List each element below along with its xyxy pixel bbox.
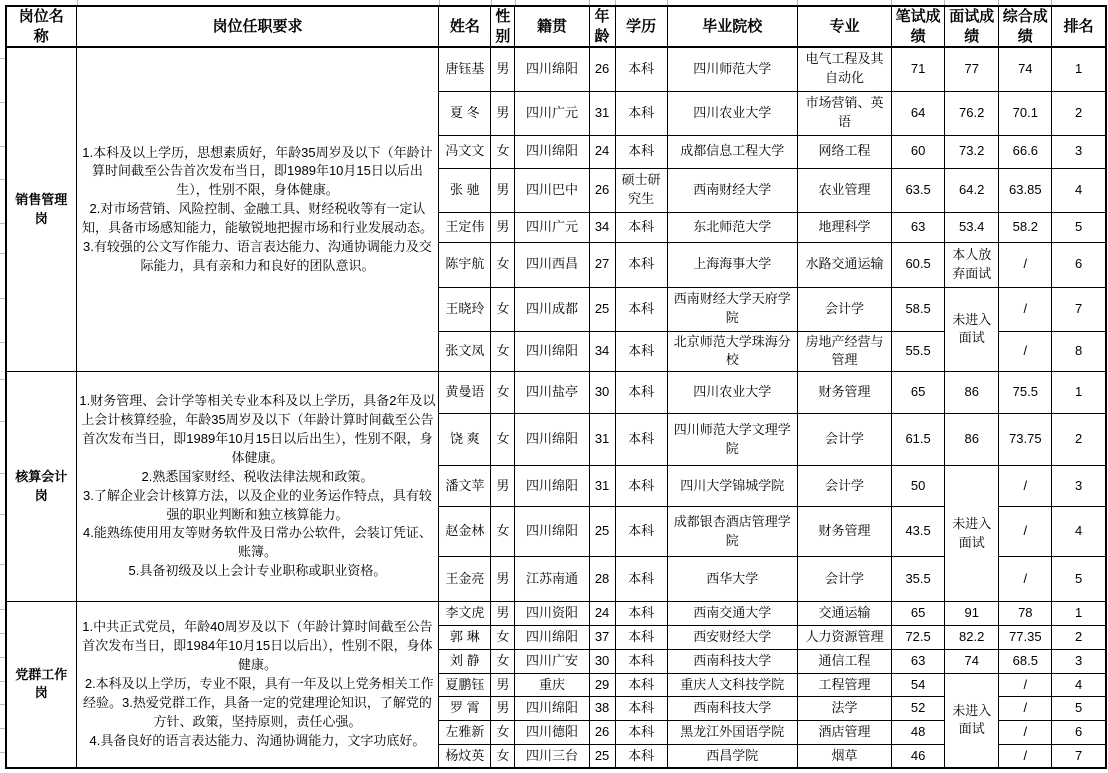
cell-education: 本科 bbox=[615, 650, 667, 674]
cell-gender: 男 bbox=[491, 212, 515, 242]
cell-education: 本科 bbox=[615, 372, 667, 414]
cell-origin: 四川巴中 bbox=[515, 168, 589, 212]
cell-origin: 重庆 bbox=[515, 674, 589, 697]
header-school: 毕业院校 bbox=[667, 6, 797, 47]
cell-education: 本科 bbox=[615, 242, 667, 287]
cell-age: 26 bbox=[589, 721, 615, 745]
gridline-tick bbox=[0, 704, 5, 705]
cell-rank: 2 bbox=[1052, 626, 1106, 650]
gridline-tick bbox=[0, 179, 5, 180]
cell-interview-score: 76.2 bbox=[945, 91, 999, 135]
cell-total-score: / bbox=[999, 721, 1052, 745]
gridline-tick bbox=[0, 728, 5, 729]
cell-school: 东北师范大学 bbox=[667, 212, 797, 242]
cell-education: 本科 bbox=[615, 626, 667, 650]
cell-gender: 女 bbox=[491, 287, 515, 331]
cell-name: 黄曼语 bbox=[439, 372, 491, 414]
cell-name: 杨炆英 bbox=[439, 745, 491, 768]
cell-total-score: / bbox=[999, 557, 1052, 602]
cell-total-score: 73.75 bbox=[999, 414, 1052, 466]
cell-name: 陈宇航 bbox=[439, 242, 491, 287]
requirements-paragraph: 1.中共正式党员，年龄40周岁及以下（年龄计算时间截至公告首次发布当日，即1984年10月15日以后出），性别不限，身体健康。 bbox=[82, 619, 433, 673]
cell-education: 本科 bbox=[615, 674, 667, 697]
cell-interview-score: 74 bbox=[945, 650, 999, 674]
cell-education: 本科 bbox=[615, 212, 667, 242]
cell-origin: 四川西昌 bbox=[515, 242, 589, 287]
cell-school: 黑龙江外国语学院 bbox=[667, 721, 797, 745]
cell-education: 本科 bbox=[615, 466, 667, 507]
cell-origin: 四川绵阳 bbox=[515, 626, 589, 650]
cell-origin: 四川成都 bbox=[515, 287, 589, 331]
gridline-tick bbox=[0, 58, 5, 59]
cell-total-score: 58.2 bbox=[999, 212, 1052, 242]
cell-interview-score: 77 bbox=[945, 47, 999, 91]
cell-total-score: / bbox=[999, 745, 1052, 768]
requirements-paragraph: 3.了解企业会计核算方法，以及企业的业务运作特点，具有较强的职业判断和独立核算能力。 bbox=[83, 487, 432, 522]
cell-age: 37 bbox=[589, 626, 615, 650]
cell-interview-score: 未进入面试 bbox=[945, 466, 999, 602]
position-name: 销售管理岗 bbox=[6, 47, 76, 372]
cell-major: 网络工程 bbox=[797, 135, 891, 168]
header-age: 年龄 bbox=[589, 6, 615, 47]
cell-school: 四川师范大学 bbox=[667, 47, 797, 91]
cell-interview-score: 未进入面试 bbox=[945, 674, 999, 768]
cell-name: 罗 霄 bbox=[439, 697, 491, 721]
cell-major: 房地产经营与管理 bbox=[797, 331, 891, 372]
cell-rank: 5 bbox=[1052, 212, 1106, 242]
requirements-paragraph: 3.有较强的公文写作能力、语言表达能力、沟通协调能力及交际能力，具有亲和力和良好的团队意识。 bbox=[83, 238, 432, 273]
gridline-tick bbox=[77, 0, 78, 5]
gridline-tick bbox=[667, 0, 668, 5]
cell-total-score: / bbox=[999, 697, 1052, 721]
cell-major: 农业管理 bbox=[797, 168, 891, 212]
cell-origin: 四川绵阳 bbox=[515, 414, 589, 466]
header-interview-score: 面试成绩 bbox=[945, 6, 999, 47]
cell-age: 34 bbox=[589, 212, 615, 242]
cell-written-score: 72.5 bbox=[892, 626, 945, 650]
cell-written-score: 35.5 bbox=[892, 557, 945, 602]
cell-name: 郭 琳 bbox=[439, 626, 491, 650]
position-requirements bbox=[76, 47, 439, 372]
cell-rank: 6 bbox=[1052, 242, 1106, 287]
gridline-tick bbox=[0, 223, 5, 224]
header-requirements: 岗位任职要求 bbox=[76, 6, 439, 47]
cell-total-score: 75.5 bbox=[999, 372, 1052, 414]
recruitment-score-table bbox=[5, 5, 1107, 769]
gridline-tick bbox=[439, 0, 440, 5]
cell-age: 25 bbox=[589, 507, 615, 557]
cell-education: 本科 bbox=[615, 91, 667, 135]
header-origin: 籍贯 bbox=[515, 6, 589, 47]
cell-name: 左雅新 bbox=[439, 721, 491, 745]
cell-name: 潘文苹 bbox=[439, 466, 491, 507]
cell-rank: 2 bbox=[1052, 414, 1106, 466]
cell-major: 会计学 bbox=[797, 287, 891, 331]
cell-interview-score: 82.2 bbox=[945, 626, 999, 650]
cell-origin: 四川广安 bbox=[515, 650, 589, 674]
cell-school: 西南科技大学 bbox=[667, 697, 797, 721]
cell-education: 本科 bbox=[615, 135, 667, 168]
cell-age: 27 bbox=[589, 242, 615, 287]
header-major: 专业 bbox=[797, 6, 891, 47]
cell-education: 本科 bbox=[615, 602, 667, 626]
cell-major: 地理科学 bbox=[797, 212, 891, 242]
cell-rank: 3 bbox=[1052, 466, 1106, 507]
cell-school: 西南财经大学天府学院 bbox=[667, 287, 797, 331]
cell-written-score: 61.5 bbox=[892, 414, 945, 466]
table-row bbox=[6, 602, 1106, 626]
cell-age: 26 bbox=[589, 168, 615, 212]
cell-education: 本科 bbox=[615, 745, 667, 768]
cell-rank: 8 bbox=[1052, 331, 1106, 372]
cell-written-score: 43.5 bbox=[892, 507, 945, 557]
cell-origin: 四川绵阳 bbox=[515, 697, 589, 721]
header-written-score: 笔试成绩 bbox=[892, 6, 945, 47]
cell-name: 冯文文 bbox=[439, 135, 491, 168]
cell-gender: 男 bbox=[491, 602, 515, 626]
cell-major: 交通运输 bbox=[797, 602, 891, 626]
gridline-tick bbox=[0, 342, 5, 343]
cell-origin: 江苏南通 bbox=[515, 557, 589, 602]
header-position-name: 岗位名称 bbox=[6, 6, 76, 47]
cell-education: 本科 bbox=[615, 287, 667, 331]
cell-name: 王晓玲 bbox=[439, 287, 491, 331]
position-name: 核算会计岗 bbox=[6, 372, 76, 602]
cell-gender: 男 bbox=[491, 47, 515, 91]
gridline-tick bbox=[0, 379, 5, 380]
cell-origin: 四川绵阳 bbox=[515, 47, 589, 91]
header-education: 学历 bbox=[615, 6, 667, 47]
cell-rank: 2 bbox=[1052, 91, 1106, 135]
cell-origin: 四川广元 bbox=[515, 91, 589, 135]
requirements-paragraph: 5.具备初级及以上会计专业职称或职业资格。 bbox=[128, 563, 387, 579]
requirements-paragraph: 4.能熟练使用用友等财务软件及日常办公软件，会装订凭证、账簿。 bbox=[83, 525, 432, 560]
cell-total-score: 63.85 bbox=[999, 168, 1052, 212]
cell-age: 30 bbox=[589, 372, 615, 414]
cell-age: 38 bbox=[589, 697, 615, 721]
gridline-tick bbox=[0, 298, 5, 299]
cell-interview-score: 91 bbox=[945, 602, 999, 626]
cell-gender: 男 bbox=[491, 557, 515, 602]
cell-total-score: 66.6 bbox=[999, 135, 1052, 168]
cell-total-score: 78 bbox=[999, 602, 1052, 626]
cell-school: 四川农业大学 bbox=[667, 372, 797, 414]
cell-written-score: 52 bbox=[892, 697, 945, 721]
cell-major: 酒店管理 bbox=[797, 721, 891, 745]
gridline-tick bbox=[891, 0, 892, 5]
cell-school: 重庆人文科技学院 bbox=[667, 674, 797, 697]
cell-rank: 5 bbox=[1052, 697, 1106, 721]
cell-total-score: / bbox=[999, 507, 1052, 557]
gridline-tick bbox=[0, 633, 5, 634]
cell-total-score: / bbox=[999, 331, 1052, 372]
cell-education: 本科 bbox=[615, 414, 667, 466]
cell-written-score: 58.5 bbox=[892, 287, 945, 331]
gridline-tick bbox=[589, 0, 590, 5]
cell-written-score: 54 bbox=[892, 674, 945, 697]
cell-gender: 男 bbox=[491, 674, 515, 697]
cell-major: 工程管理 bbox=[797, 674, 891, 697]
cell-major: 财务管理 bbox=[797, 507, 891, 557]
cell-major: 财务管理 bbox=[797, 372, 891, 414]
gridline-tick bbox=[615, 0, 616, 5]
header-rank: 排名 bbox=[1052, 6, 1106, 47]
cell-gender: 女 bbox=[491, 745, 515, 768]
gridline-tick bbox=[944, 0, 945, 5]
cell-rank: 7 bbox=[1052, 287, 1106, 331]
cell-origin: 四川绵阳 bbox=[515, 507, 589, 557]
header-gender: 性别 bbox=[491, 6, 515, 47]
gridline-tick bbox=[0, 253, 5, 254]
cell-interview-score: 86 bbox=[945, 372, 999, 414]
cell-age: 24 bbox=[589, 602, 615, 626]
cell-rank: 4 bbox=[1052, 507, 1106, 557]
gridline-tick bbox=[0, 146, 5, 147]
cell-education: 本科 bbox=[615, 557, 667, 602]
gridline-tick bbox=[0, 681, 5, 682]
cell-rank: 3 bbox=[1052, 135, 1106, 168]
cell-written-score: 50 bbox=[892, 466, 945, 507]
cell-gender: 女 bbox=[491, 331, 515, 372]
table-header-row bbox=[6, 6, 1106, 47]
cell-major: 电气工程及其自动化 bbox=[797, 47, 891, 91]
cell-interview-score: 未进入面试 bbox=[945, 287, 999, 372]
cell-written-score: 64 bbox=[892, 91, 945, 135]
cell-name: 王金亮 bbox=[439, 557, 491, 602]
gridline-tick bbox=[0, 102, 5, 103]
cell-name: 赵金林 bbox=[439, 507, 491, 557]
cell-gender: 男 bbox=[491, 168, 515, 212]
cell-gender: 女 bbox=[491, 721, 515, 745]
cell-age: 28 bbox=[589, 557, 615, 602]
cell-school: 西南科技大学 bbox=[667, 650, 797, 674]
requirements-paragraph: 4.具备良好的语言表达能力、沟通协调能力，文字功底好。 bbox=[89, 732, 426, 748]
requirements-paragraph: 1.财务管理、会计学等相关专业本科及以上学历，具备2年及以上会计核算经验，年龄35周岁及以下（年龄计算时间截至公告首次发布当日，即1989年10月15日以后出生），性别不限，身体健康。 bbox=[79, 393, 436, 465]
cell-origin: 四川德阳 bbox=[515, 721, 589, 745]
cell-education: 硕士研究生 bbox=[615, 168, 667, 212]
position-name: 党群工作岗 bbox=[6, 602, 76, 768]
cell-school: 四川农业大学 bbox=[667, 91, 797, 135]
cell-name: 李文虎 bbox=[439, 602, 491, 626]
cell-gender: 女 bbox=[491, 507, 515, 557]
cell-name: 张文凤 bbox=[439, 331, 491, 372]
cell-age: 25 bbox=[589, 287, 615, 331]
cell-written-score: 65 bbox=[892, 602, 945, 626]
cell-rank: 1 bbox=[1052, 372, 1106, 414]
cell-total-score: 70.1 bbox=[999, 91, 1052, 135]
requirements-paragraph: 2.对市场营销、风险控制、金融工具、财经税收等有一定认知，具备市场感知能力，能敏锐地把握市场和行业发展动态。 bbox=[81, 201, 433, 236]
cell-education: 本科 bbox=[615, 331, 667, 372]
position-requirements bbox=[76, 602, 439, 768]
cell-total-score: 74 bbox=[999, 47, 1052, 91]
gridline-tick bbox=[0, 752, 5, 753]
cell-major: 人力资源管理 bbox=[797, 626, 891, 650]
cell-rank: 5 bbox=[1052, 557, 1106, 602]
cell-age: 31 bbox=[589, 414, 615, 466]
gridline-tick bbox=[491, 0, 492, 5]
header-name: 姓名 bbox=[439, 6, 491, 47]
cell-rank: 7 bbox=[1052, 745, 1106, 768]
position-requirements bbox=[76, 372, 439, 602]
cell-age: 29 bbox=[589, 674, 615, 697]
cell-school: 西南交通大学 bbox=[667, 602, 797, 626]
cell-school: 四川大学锦城学院 bbox=[667, 466, 797, 507]
cell-written-score: 55.5 bbox=[892, 331, 945, 372]
cell-major: 通信工程 bbox=[797, 650, 891, 674]
cell-interview-score: 本人放弃面试 bbox=[945, 242, 999, 287]
cell-major: 会计学 bbox=[797, 557, 891, 602]
cell-written-score: 60.5 bbox=[892, 242, 945, 287]
cell-school: 西华大学 bbox=[667, 557, 797, 602]
cell-major: 市场营销、英语 bbox=[797, 91, 891, 135]
cell-total-score: / bbox=[999, 242, 1052, 287]
cell-gender: 女 bbox=[491, 626, 515, 650]
gridline-tick bbox=[0, 609, 5, 610]
cell-written-score: 65 bbox=[892, 372, 945, 414]
cell-gender: 男 bbox=[491, 466, 515, 507]
cell-written-score: 48 bbox=[892, 721, 945, 745]
cell-age: 34 bbox=[589, 331, 615, 372]
cell-origin: 四川盐亭 bbox=[515, 372, 589, 414]
cell-gender: 女 bbox=[491, 650, 515, 674]
cell-name: 饶 爽 bbox=[439, 414, 491, 466]
cell-school: 成都银杏酒店管理学院 bbox=[667, 507, 797, 557]
cell-school: 上海海事大学 bbox=[667, 242, 797, 287]
gridline-tick bbox=[0, 473, 5, 474]
cell-name: 夏鹏钰 bbox=[439, 674, 491, 697]
cell-rank: 1 bbox=[1052, 602, 1106, 626]
cell-origin: 四川三台 bbox=[515, 745, 589, 768]
cell-school: 成都信息工程大学 bbox=[667, 135, 797, 168]
cell-rank: 4 bbox=[1052, 168, 1106, 212]
cell-name: 唐钰基 bbox=[439, 47, 491, 91]
cell-rank: 3 bbox=[1052, 650, 1106, 674]
cell-age: 31 bbox=[589, 91, 615, 135]
cell-written-score: 63.5 bbox=[892, 168, 945, 212]
cell-school: 四川师范大学文理学院 bbox=[667, 414, 797, 466]
cell-gender: 男 bbox=[491, 91, 515, 135]
cell-origin: 四川广元 bbox=[515, 212, 589, 242]
cell-written-score: 71 bbox=[892, 47, 945, 91]
cell-school: 西南财经大学 bbox=[667, 168, 797, 212]
cell-interview-score: 53.4 bbox=[945, 212, 999, 242]
requirements-paragraph: 2.本科及以上学历，专业不限，具有一年及以上党务相关工作经验。3.热爱党群工作，具备一定的党建理论知识，了解党的方针、政策，坚持原则，责任心强。 bbox=[81, 676, 434, 729]
cell-origin: 四川绵阳 bbox=[515, 331, 589, 372]
cell-rank: 1 bbox=[1052, 47, 1106, 91]
cell-rank: 6 bbox=[1052, 721, 1106, 745]
header-total-score: 综合成绩 bbox=[999, 6, 1052, 47]
requirements-paragraph: 2.熟悉国家财经、税收法律法规和政策。 bbox=[141, 468, 374, 484]
cell-age: 26 bbox=[589, 47, 615, 91]
cell-age: 25 bbox=[589, 745, 615, 768]
gridline-tick bbox=[0, 421, 5, 422]
cell-name: 王定伟 bbox=[439, 212, 491, 242]
requirements-paragraph: 1.本科及以上学历，思想素质好，年龄35周岁及以下（年龄计算时间截至公告首次发布当日，即1989年10月15日以后出生），性别不限，身体健康。 bbox=[82, 144, 433, 198]
cell-age: 31 bbox=[589, 466, 615, 507]
cell-major: 水路交通运输 bbox=[797, 242, 891, 287]
cell-gender: 男 bbox=[491, 697, 515, 721]
gridline-tick bbox=[1051, 0, 1052, 5]
cell-name: 夏 冬 bbox=[439, 91, 491, 135]
cell-gender: 女 bbox=[491, 372, 515, 414]
gridline-tick bbox=[0, 657, 5, 658]
cell-name: 刘 静 bbox=[439, 650, 491, 674]
cell-rank: 4 bbox=[1052, 674, 1106, 697]
cell-total-score: / bbox=[999, 466, 1052, 507]
cell-education: 本科 bbox=[615, 697, 667, 721]
table-row bbox=[6, 372, 1106, 414]
cell-written-score: 63 bbox=[892, 650, 945, 674]
gridline-tick bbox=[0, 564, 5, 565]
cell-school: 西昌学院 bbox=[667, 745, 797, 768]
cell-education: 本科 bbox=[615, 47, 667, 91]
cell-written-score: 63 bbox=[892, 212, 945, 242]
cell-origin: 四川绵阳 bbox=[515, 466, 589, 507]
cell-origin: 四川绵阳 bbox=[515, 135, 589, 168]
cell-gender: 女 bbox=[491, 414, 515, 466]
cell-interview-score: 64.2 bbox=[945, 168, 999, 212]
cell-education: 本科 bbox=[615, 721, 667, 745]
gridline-tick bbox=[998, 0, 999, 5]
table-row bbox=[6, 47, 1106, 91]
cell-age: 24 bbox=[589, 135, 615, 168]
cell-origin: 四川资阳 bbox=[515, 602, 589, 626]
cell-gender: 女 bbox=[491, 135, 515, 168]
cell-major: 会计学 bbox=[797, 414, 891, 466]
cell-total-score: 68.5 bbox=[999, 650, 1052, 674]
cell-gender: 女 bbox=[491, 242, 515, 287]
cell-school: 北京师范大学珠海分校 bbox=[667, 331, 797, 372]
cell-education: 本科 bbox=[615, 507, 667, 557]
cell-total-score: / bbox=[999, 287, 1052, 331]
cell-written-score: 60 bbox=[892, 135, 945, 168]
cell-age: 30 bbox=[589, 650, 615, 674]
cell-major: 烟草 bbox=[797, 745, 891, 768]
cell-major: 法学 bbox=[797, 697, 891, 721]
cell-total-score: / bbox=[999, 674, 1052, 697]
gridline-tick bbox=[0, 514, 5, 515]
cell-total-score: 77.35 bbox=[999, 626, 1052, 650]
cell-major: 会计学 bbox=[797, 466, 891, 507]
gridline-tick bbox=[515, 0, 516, 5]
gridline-tick bbox=[797, 0, 798, 5]
cell-school: 西安财经大学 bbox=[667, 626, 797, 650]
cell-interview-score: 73.2 bbox=[945, 135, 999, 168]
cell-written-score: 46 bbox=[892, 745, 945, 768]
cell-name: 张 驰 bbox=[439, 168, 491, 212]
cell-interview-score: 86 bbox=[945, 414, 999, 466]
